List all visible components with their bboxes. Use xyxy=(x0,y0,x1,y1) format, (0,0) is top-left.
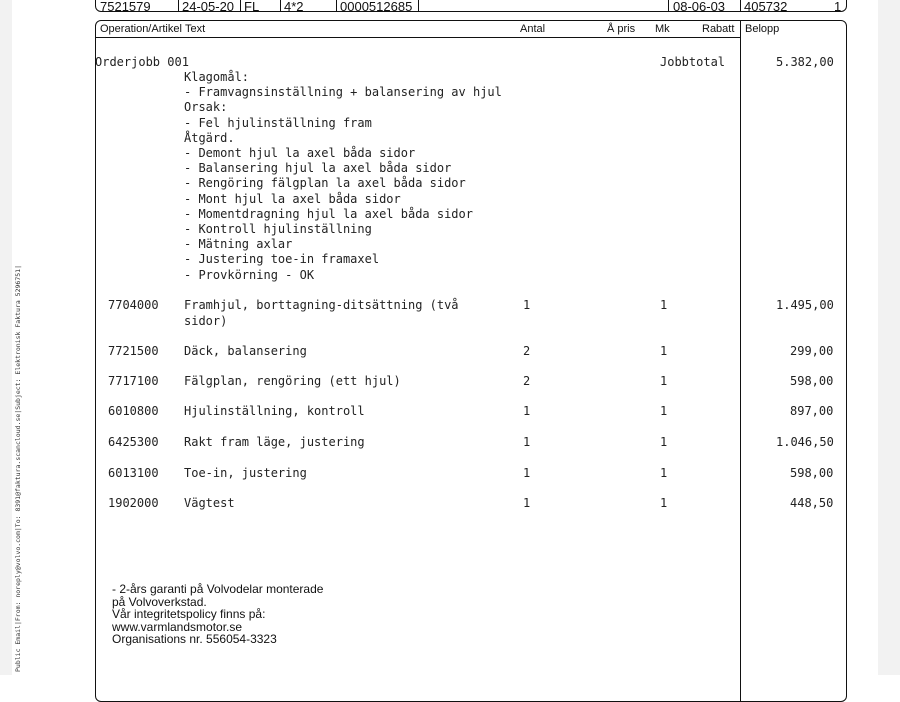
item-mk: 1 xyxy=(660,344,668,358)
desc-line: - Justering toe-in framaxel xyxy=(184,252,380,266)
desc-line: - Provkörning - OK xyxy=(184,268,315,282)
item-text-continued: sidor) xyxy=(184,314,228,328)
col-header-belopp: Belopp xyxy=(745,23,780,35)
item-antal: 1 xyxy=(523,298,531,312)
header-cell-page: 1 xyxy=(834,0,842,14)
warranty-note xyxy=(112,583,323,646)
item-code: 7704000 xyxy=(108,298,159,312)
desc-line: - Mont hjul la axel båda sidor xyxy=(184,192,401,206)
header-cell-customer: 7521579 xyxy=(100,0,151,14)
item-text: Hjulinställning, kontroll xyxy=(184,404,365,418)
col-header-mk: Mk xyxy=(655,23,670,35)
item-antal: 1 xyxy=(523,404,531,418)
item-antal: 2 xyxy=(523,374,531,388)
item-antal: 1 xyxy=(523,466,531,480)
item-belopp: 1.046,50 xyxy=(776,435,834,449)
desc-line: - Mätning axlar xyxy=(184,237,293,251)
item-code: 6425300 xyxy=(108,435,159,449)
job-total-value: 5.382,00 xyxy=(776,55,834,69)
item-belopp: 598,00 xyxy=(790,374,834,388)
col-header-rabatt: Rabatt xyxy=(702,23,735,35)
desc-line: Klagomål: xyxy=(184,70,250,84)
desc-line: - Momentdragning hjul la axel båda sidor xyxy=(184,207,473,221)
header-cell-order: 405732 xyxy=(744,0,788,14)
item-code: 7717100 xyxy=(108,374,159,388)
item-text: Däck, balansering xyxy=(184,344,307,358)
item-code: 7721500 xyxy=(108,344,159,358)
item-mk: 1 xyxy=(660,374,668,388)
col-header-antal: Antal xyxy=(520,23,546,35)
item-belopp: 1.495,00 xyxy=(776,298,834,312)
desc-line: - Demont hjul la axel båda sidor xyxy=(184,146,416,160)
desc-line: - Framvagnsinställning + balansering av hjul xyxy=(184,85,502,99)
col-header-text: Text xyxy=(185,23,206,35)
item-belopp: 897,00 xyxy=(790,404,834,418)
item-antal: 1 xyxy=(523,496,531,510)
desc-line: - Rengöring fälgplan la axel båda sidor xyxy=(184,176,466,190)
item-belopp: 448,50 xyxy=(790,496,834,510)
item-mk: 1 xyxy=(660,404,668,418)
item-text: Rakt fram läge, justering xyxy=(184,435,365,449)
item-mk: 1 xyxy=(660,435,668,449)
desc-line: - Kontroll hjulinställning xyxy=(184,222,372,236)
note-line: Vår integritetspolicy finns på: xyxy=(112,607,266,621)
job-title: Orderjobb 001 xyxy=(95,55,189,69)
col-header-operation: Operation/Artikel xyxy=(100,23,182,35)
header-cell-code: FL xyxy=(244,0,260,14)
desc-line: Orsak: xyxy=(184,100,228,114)
desc-line: Åtgärd. xyxy=(184,131,235,145)
header-cell-type: 4*2 xyxy=(284,0,304,14)
header-cell-date2: 08-06-03 xyxy=(673,0,726,14)
item-mk: 1 xyxy=(660,466,668,480)
item-code: 6010800 xyxy=(108,404,159,418)
note-line: www.varmlandsmotor.se xyxy=(112,619,243,634)
desc-line: - Fel hjulinställning fram xyxy=(184,116,372,130)
left-margin xyxy=(0,0,12,675)
item-text: Vägtest xyxy=(184,496,235,510)
item-antal: 2 xyxy=(523,344,531,358)
item-code: 1902000 xyxy=(108,496,159,510)
email-metadata-vertical-text: Public Email|From: noreply@volvo.com|To: 8391@faktura.scancloud.se|Subject: Elektronisk Faktura 5296751| xyxy=(14,265,22,672)
item-antal: 1 xyxy=(523,435,531,449)
note-line: Organisations nr. 556054-3323 xyxy=(112,632,277,646)
note-line: - 2-års garanti på Volvodelar monterade xyxy=(112,582,324,596)
item-code: 6013100 xyxy=(108,466,159,480)
desc-line: - Balansering hjul la axel båda sidor xyxy=(184,161,452,175)
header-cell-date: 24-05-20 xyxy=(182,0,235,14)
item-belopp: 598,00 xyxy=(790,466,834,480)
job-total-label: Jobbtotal xyxy=(660,55,726,69)
item-belopp: 299,00 xyxy=(790,344,834,358)
header-cell-number: 0000512685 xyxy=(340,0,413,14)
item-text: Framhjul, borttagning-ditsättning (två xyxy=(184,298,459,312)
col-header-apris: Å pris xyxy=(607,23,636,35)
invoice-header-row xyxy=(95,0,847,12)
item-text: Toe-in, justering xyxy=(184,466,307,480)
note-line: på Volvoverkstad. xyxy=(112,594,207,609)
right-margin xyxy=(878,0,900,675)
item-mk: 1 xyxy=(660,298,668,312)
item-mk: 1 xyxy=(660,496,668,510)
item-text: Fälgplan, rengöring (ett hjul) xyxy=(184,374,401,388)
